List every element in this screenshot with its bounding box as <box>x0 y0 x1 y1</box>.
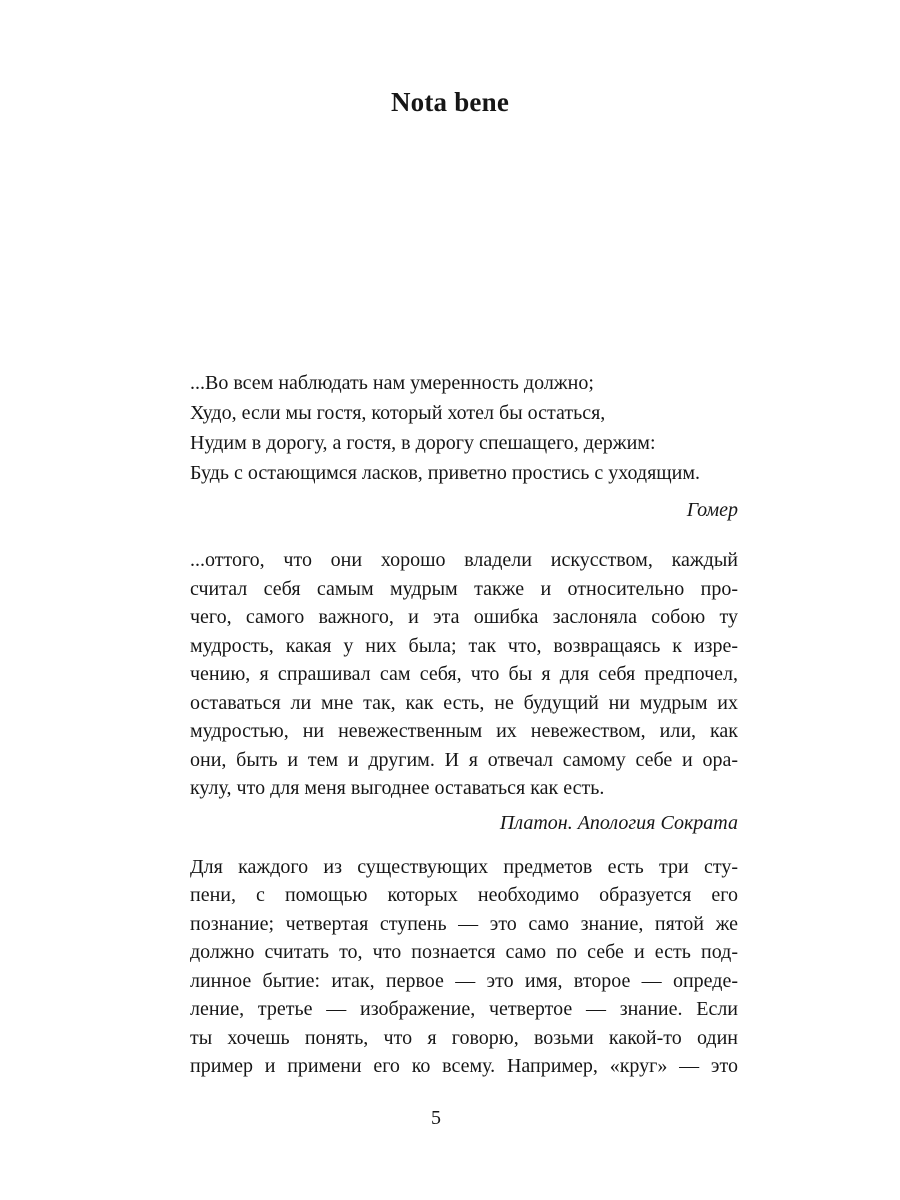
prose-line: мудрость, какая у них была; так что, возвращаясь к изре- <box>190 634 738 657</box>
verse-line: Нудим в дорогу, а гостя, в дорогу спешащего, держим: <box>190 432 656 454</box>
prose-line: оставаться ли мне так, как есть, не будущий ни мудрым их <box>190 691 738 714</box>
prose-line: Для каждого из существующих предметов есть три сту- <box>190 855 738 878</box>
prose-line: чению, я спрашивал сам себя, что бы я для себя предпочел, <box>190 663 738 685</box>
verse-line: Будь с остающимся ласков, приветно простись с уходящим. <box>190 462 701 484</box>
prose-line: ...оттого, что они хорошо владели искусством, каждый <box>190 549 738 571</box>
prose-line: пример и примени его ко всему. Например, «круг» — это <box>190 1055 738 1077</box>
prose-line: мудростью, ни невежественным их невежеством, или, как <box>190 720 738 742</box>
prose-line: познание; четвертая ступень — это само знание, пятой же <box>190 912 738 935</box>
prose-line: кулу, что для меня выгоднее оставаться как есть. <box>190 777 605 799</box>
prose-line: пени, с помощью которых необходимо образуется его <box>190 884 738 906</box>
prose-line: должно считать то, что познается само по себе и есть под- <box>190 941 738 963</box>
prose-line: линное бытие: итак, первое — это имя, второе — опреде- <box>190 969 738 992</box>
prose-line: ление, третье — изображение, четвертое — знание. Если <box>190 998 738 1020</box>
prose-attribution: Платон. Апология Сократа <box>499 811 738 834</box>
verse-attribution: Гомер <box>686 499 738 521</box>
page-number: 5 <box>431 1107 441 1129</box>
text-column <box>190 86 738 1081</box>
chapter-title: Nota bene <box>390 87 510 117</box>
prose-line: они, быть и тем и другим. И я отвечал самому себе и ора- <box>190 748 738 771</box>
verse-line: Худо, если мы гостя, который хотел бы остаться, <box>190 402 606 424</box>
prose-line: чего, самого важного, и эта ошибка заслоняла собою ту <box>190 606 738 628</box>
verse-quote <box>190 368 738 524</box>
prose-line: ты хочешь понять, что я говорю, возьми какой-то один <box>190 1026 738 1049</box>
prose-line: считал себя самым мудрым также и относительно про- <box>190 577 738 600</box>
prose-passage <box>190 853 738 1081</box>
prose-quote-plato <box>190 546 738 837</box>
verse-line: ...Во всем наблюдать нам умеренность должно; <box>190 372 594 394</box>
